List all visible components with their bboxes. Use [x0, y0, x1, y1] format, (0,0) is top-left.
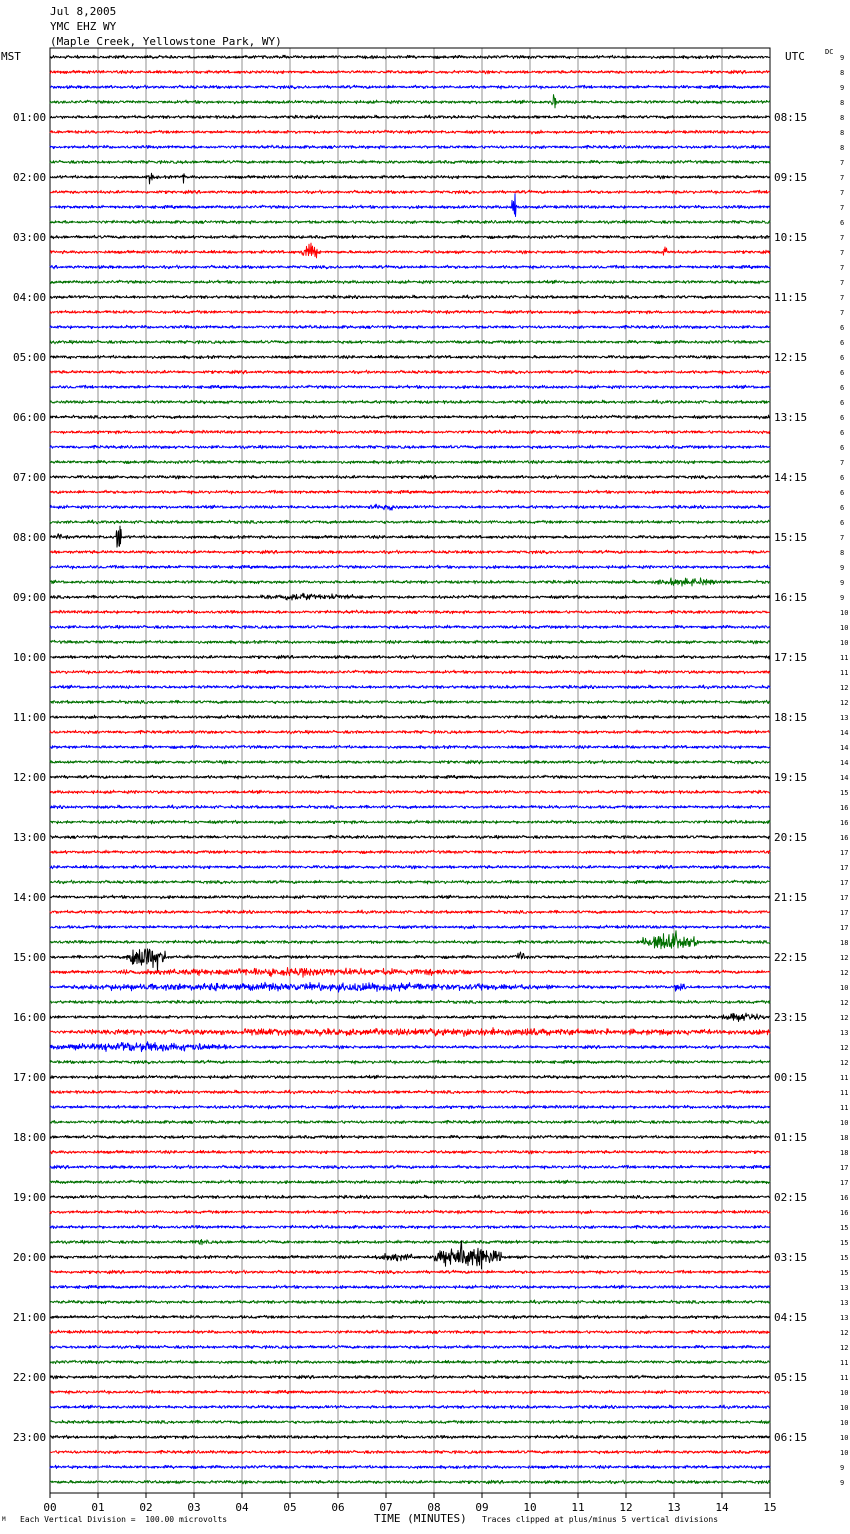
seismic-trace	[50, 931, 770, 949]
left-hour-label: 21:00	[13, 1311, 47, 1324]
right-hour-label: 16:15	[774, 591, 808, 604]
left-hour-label: 02:00	[13, 171, 47, 184]
seismic-trace	[50, 85, 770, 89]
dc-offset-value: 8	[840, 99, 845, 107]
dc-offset-value: 15	[840, 1269, 849, 1277]
dc-offset-value: 12	[840, 684, 849, 692]
seismic-trace	[50, 640, 770, 644]
dc-offset-value: 10	[840, 1434, 849, 1442]
seismic-trace	[50, 1105, 770, 1109]
left-hour-label: 07:00	[13, 471, 47, 484]
seismic-trace	[50, 1450, 770, 1454]
dc-offset-value: 9	[840, 564, 845, 572]
dc-offset-value: 7	[840, 294, 845, 302]
left-hour-label: 03:00	[13, 231, 47, 244]
x-axis-title: TIME (MINUTES)	[374, 1512, 467, 1525]
dc-offset-value: 18	[840, 939, 849, 947]
seismic-trace	[50, 835, 770, 839]
dc-offset-value: 6	[840, 219, 845, 227]
x-tick-label: 15	[763, 1501, 777, 1514]
seismic-trace	[50, 1195, 770, 1199]
seismic-trace	[50, 745, 770, 749]
right-hour-label: 22:15	[774, 951, 808, 964]
dc-offset-value: 13	[840, 714, 849, 722]
dc-offset-value: 11	[840, 1074, 849, 1082]
dc-offset-value: 10	[840, 1404, 849, 1412]
dc-offset-value: 10	[840, 609, 849, 617]
dc-offset-value: 7	[840, 264, 845, 272]
seismic-trace	[50, 220, 770, 224]
dc-offset-value: 10	[840, 1389, 849, 1397]
dc-offset-value: 7	[840, 204, 845, 212]
dc-offset-value: 13	[840, 1299, 849, 1307]
seismic-trace	[50, 295, 770, 299]
dc-offset-value: 7	[840, 189, 845, 197]
dc-offset-value: 12	[840, 969, 849, 977]
dc-offset-value: 10	[840, 1119, 849, 1127]
dc-offset-value: 14	[840, 744, 849, 752]
dc-offset-value: 12	[840, 1044, 849, 1052]
dc-offset-value: 17	[840, 879, 849, 887]
seismic-trace	[50, 145, 770, 149]
seismic-trace	[50, 235, 770, 239]
dc-offset-value: 17	[840, 924, 849, 932]
seismic-trace	[50, 400, 770, 404]
dc-offset-value: 13	[840, 1029, 849, 1037]
right-timezone-label: UTC	[785, 50, 805, 63]
right-hour-label: 01:15	[774, 1131, 808, 1144]
left-hour-label: 12:00	[13, 771, 47, 784]
dc-offset-value: 17	[840, 1179, 849, 1187]
left-hour-label: 10:00	[13, 651, 47, 664]
right-hour-label: 13:15	[774, 411, 808, 424]
seismic-trace	[50, 805, 770, 809]
seismic-trace	[50, 1465, 770, 1469]
seismic-trace	[50, 700, 770, 704]
seismic-trace	[50, 880, 770, 884]
right-hour-label: 15:15	[774, 531, 808, 544]
seismic-trace	[50, 895, 770, 899]
seismic-trace	[50, 265, 770, 269]
left-hour-label: 06:00	[13, 411, 47, 424]
seismic-trace	[50, 850, 770, 854]
left-hour-label: 17:00	[13, 1071, 47, 1084]
station-location: (Maple Creek, Yellowstone Park, WY)	[50, 35, 282, 48]
right-hour-label: 19:15	[774, 771, 808, 784]
dc-offset-value: 8	[840, 69, 845, 77]
dc-offset-value: 7	[840, 309, 845, 317]
dc-offset-value: 17	[840, 864, 849, 872]
seismic-trace	[50, 949, 770, 971]
dc-offset-value: 12	[840, 699, 849, 707]
x-tick-label: 00	[43, 1501, 57, 1514]
x-tick-label: 02	[139, 1501, 153, 1514]
seismic-trace	[50, 1060, 770, 1064]
dc-offset-header: DC	[825, 48, 834, 56]
right-hour-label: 23:15	[774, 1011, 808, 1024]
x-tick-label: 14	[715, 1501, 729, 1514]
seismic-trace	[50, 160, 770, 164]
seismic-trace	[50, 550, 770, 554]
dc-offset-value: 7	[840, 534, 845, 542]
dc-offset-value: 16	[840, 804, 849, 812]
seismic-trace	[50, 445, 770, 449]
seismic-trace	[50, 1375, 770, 1379]
seismic-trace	[50, 790, 770, 794]
seismic-trace	[50, 610, 770, 614]
seismic-trace	[50, 1225, 770, 1229]
right-hour-label: 18:15	[774, 711, 808, 724]
dc-offset-value: 16	[840, 834, 849, 842]
left-hour-label: 15:00	[13, 951, 47, 964]
dc-offset-value: 17	[840, 849, 849, 857]
dc-offset-value: 8	[840, 114, 845, 122]
dc-offset-value: 16	[840, 819, 849, 827]
seismic-trace	[50, 1330, 770, 1334]
seismic-trace	[50, 715, 770, 719]
right-hour-label: 10:15	[774, 231, 808, 244]
seismic-trace	[50, 1042, 770, 1052]
seismic-trace	[50, 1405, 770, 1409]
dc-offset-value: 8	[840, 129, 845, 137]
dc-offset-value: 6	[840, 339, 845, 347]
right-hour-label: 11:15	[774, 291, 808, 304]
x-tick-label: 13	[667, 1501, 681, 1514]
seismic-trace	[50, 1120, 770, 1124]
left-hour-label: 23:00	[13, 1431, 47, 1444]
seismic-trace	[50, 415, 770, 419]
dc-offset-value: 17	[840, 909, 849, 917]
dc-offset-value: 7	[840, 459, 845, 467]
dc-offset-value: 16	[840, 1194, 849, 1202]
seismic-trace	[50, 982, 770, 992]
dc-offset-value: 6	[840, 444, 845, 452]
dc-offset-value: 12	[840, 1014, 849, 1022]
x-tick-label: 11	[571, 1501, 585, 1514]
x-tick-label: 06	[331, 1501, 345, 1514]
right-hour-label: 08:15	[774, 111, 808, 124]
dc-offset-value: 10	[840, 639, 849, 647]
dc-offset-value: 6	[840, 519, 845, 527]
seismic-trace	[50, 95, 770, 108]
dc-offset-value: 6	[840, 384, 845, 392]
dc-offset-value: 12	[840, 954, 849, 962]
seismic-trace	[50, 280, 770, 284]
dc-offset-value: 12	[840, 999, 849, 1007]
dc-offset-value: 7	[840, 174, 845, 182]
x-tick-label: 09	[475, 1501, 489, 1514]
seismic-trace	[50, 1270, 770, 1274]
seismic-trace	[50, 1300, 770, 1304]
dc-offset-value: 15	[840, 1224, 849, 1232]
seismic-trace	[50, 1345, 770, 1349]
left-hour-label: 01:00	[13, 111, 47, 124]
seismic-trace	[50, 1075, 770, 1079]
left-hour-label: 22:00	[13, 1371, 47, 1384]
right-hour-label: 02:15	[774, 1191, 808, 1204]
seismic-trace	[50, 775, 770, 779]
dc-offset-value: 10	[840, 624, 849, 632]
left-hour-label: 09:00	[13, 591, 47, 604]
dc-offset-value: 11	[840, 1359, 849, 1367]
seismic-trace	[50, 578, 770, 586]
dc-offset-value: 14	[840, 759, 849, 767]
dc-offset-value: 6	[840, 429, 845, 437]
seismic-trace	[50, 655, 770, 659]
x-tick-label: 04	[235, 1501, 249, 1514]
seismic-trace	[50, 385, 770, 389]
left-hour-label: 05:00	[13, 351, 47, 364]
seismic-trace	[50, 243, 770, 258]
seismic-trace	[50, 685, 770, 689]
left-hour-label: 11:00	[13, 711, 47, 724]
dc-offset-value: 6	[840, 489, 845, 497]
right-hour-label: 05:15	[774, 1371, 808, 1384]
dc-offset-value: 7	[840, 249, 845, 257]
seismic-trace	[50, 1360, 770, 1364]
dc-offset-value: 6	[840, 354, 845, 362]
dc-offset-value: 9	[840, 594, 845, 602]
right-hour-label: 06:15	[774, 1431, 808, 1444]
seismic-trace	[50, 1013, 770, 1021]
right-hour-label: 14:15	[774, 471, 808, 484]
seismic-trace	[50, 1165, 770, 1169]
seismic-trace	[50, 115, 770, 119]
seismic-trace	[50, 925, 770, 929]
clip-note: Traces clipped at plus/minus 5 vertical divisions	[482, 1515, 719, 1524]
right-hour-label: 03:15	[774, 1251, 808, 1264]
seismic-trace	[50, 504, 770, 510]
seismic-trace	[50, 340, 770, 344]
dc-offset-value: 13	[840, 1284, 849, 1292]
seismic-trace	[50, 490, 770, 494]
dc-offset-value: 9	[840, 54, 845, 62]
seismic-trace	[50, 526, 770, 547]
dc-offset-value: 14	[840, 774, 849, 782]
x-tick-label: 01	[91, 1501, 105, 1514]
left-hour-label: 04:00	[13, 291, 47, 304]
dc-offset-value: 6	[840, 414, 845, 422]
right-hour-label: 20:15	[774, 831, 808, 844]
dc-offset-value: 9	[840, 579, 845, 587]
left-hour-label: 20:00	[13, 1251, 47, 1264]
dc-offset-value: 13	[840, 1314, 849, 1322]
seismic-trace	[50, 520, 770, 524]
seismic-trace	[50, 565, 770, 569]
dc-offset-value: 7	[840, 279, 845, 287]
dc-offset-value: 11	[840, 1104, 849, 1112]
seismic-trace	[50, 70, 770, 74]
dc-offset-value: 15	[840, 789, 849, 797]
seismic-trace	[50, 1420, 770, 1424]
dc-offset-value: 17	[840, 894, 849, 902]
left-hour-label: 16:00	[13, 1011, 47, 1024]
seismic-trace	[50, 670, 770, 674]
seismic-trace	[50, 625, 770, 629]
dc-offset-value: 11	[840, 669, 849, 677]
seismic-trace	[50, 370, 770, 374]
seismic-trace	[50, 760, 770, 764]
right-hour-label: 21:15	[774, 891, 808, 904]
left-hour-label: 19:00	[13, 1191, 47, 1204]
right-hour-label: 09:15	[774, 171, 808, 184]
dc-offset-value: 9	[840, 1479, 845, 1487]
dc-offset-value: 7	[840, 159, 845, 167]
left-hour-label: 13:00	[13, 831, 47, 844]
seismic-trace	[50, 1240, 770, 1245]
dc-offset-value: 6	[840, 474, 845, 482]
seismic-trace	[50, 1150, 770, 1154]
dc-offset-value: 7	[840, 234, 845, 242]
right-hour-label: 00:15	[774, 1071, 808, 1084]
seismic-trace	[50, 1210, 770, 1214]
seismic-trace	[50, 730, 770, 734]
seismic-trace	[50, 310, 770, 314]
seismic-trace	[50, 1135, 770, 1139]
seismic-trace	[50, 194, 770, 217]
dc-offset-value: 11	[840, 1089, 849, 1097]
dc-offset-value: 9	[840, 1464, 845, 1472]
dc-offset-value: 6	[840, 504, 845, 512]
seismic-trace	[50, 325, 770, 329]
seismic-trace	[50, 910, 770, 914]
left-hour-label: 18:00	[13, 1131, 47, 1144]
seismic-trace	[50, 1180, 770, 1184]
seismic-trace	[50, 460, 770, 464]
corner-mark: M	[2, 1516, 6, 1523]
seismic-trace	[50, 190, 770, 194]
left-hour-label: 14:00	[13, 891, 47, 904]
station-name: YMC EHZ WY	[50, 20, 117, 33]
plot-date: Jul 8,2005	[50, 5, 117, 18]
seismic-trace	[50, 475, 770, 479]
dc-offset-value: 10	[840, 1449, 849, 1457]
seismic-trace	[50, 355, 770, 359]
x-tick-label: 05	[283, 1501, 297, 1514]
dc-offset-value: 6	[840, 369, 845, 377]
seismic-trace	[50, 1028, 770, 1037]
dc-offset-value: 12	[840, 1344, 849, 1352]
x-tick-label: 03	[187, 1501, 201, 1514]
seismic-trace	[50, 1285, 770, 1289]
dc-offset-value: 6	[840, 399, 845, 407]
x-tick-label: 12	[619, 1501, 633, 1514]
seismic-trace	[50, 55, 770, 59]
dc-offset-value: 10	[840, 984, 849, 992]
right-hour-label: 04:15	[774, 1311, 808, 1324]
x-tick-label: 08	[427, 1501, 441, 1514]
dc-offset-value: 12	[840, 1329, 849, 1337]
dc-offset-value: 17	[840, 1164, 849, 1172]
right-hour-label: 17:15	[774, 651, 808, 664]
seismic-trace	[50, 820, 770, 824]
dc-offset-value: 15	[840, 1254, 849, 1262]
seismic-trace	[50, 1000, 770, 1004]
seismic-trace	[50, 1390, 770, 1394]
dc-offset-value: 12	[840, 1059, 849, 1067]
dc-offset-value: 8	[840, 144, 845, 152]
dc-offset-value: 18	[840, 1149, 849, 1157]
seismic-trace	[50, 593, 770, 600]
dc-offset-value: 11	[840, 1374, 849, 1382]
seismic-trace	[50, 1090, 770, 1094]
scale-note: Each Vertical Division = 100.00 microvolts	[20, 1515, 228, 1524]
dc-offset-value: 18	[840, 1134, 849, 1142]
seismic-trace	[50, 1241, 770, 1269]
dc-offset-value: 10	[840, 1419, 849, 1427]
dc-offset-value: 8	[840, 549, 845, 557]
left-hour-label: 08:00	[13, 531, 47, 544]
seismic-trace	[50, 1315, 770, 1319]
seismic-trace	[50, 1435, 770, 1439]
dc-offset-value: 6	[840, 324, 845, 332]
seismic-trace	[50, 130, 770, 134]
dc-offset-value: 15	[840, 1239, 849, 1247]
x-tick-label: 10	[523, 1501, 537, 1514]
dc-offset-value: 14	[840, 729, 849, 737]
plot-frame	[50, 48, 770, 1493]
dc-offset-value: 11	[840, 654, 849, 662]
seismic-trace	[50, 1480, 770, 1484]
seismic-trace	[50, 430, 770, 434]
dc-offset-value: 16	[840, 1209, 849, 1217]
x-tick-label: 07	[379, 1501, 393, 1514]
seismic-trace	[50, 173, 770, 184]
left-timezone-label: MST	[1, 50, 21, 63]
dc-offset-value: 9	[840, 84, 845, 92]
right-hour-label: 12:15	[774, 351, 808, 364]
seismic-trace	[50, 865, 770, 869]
